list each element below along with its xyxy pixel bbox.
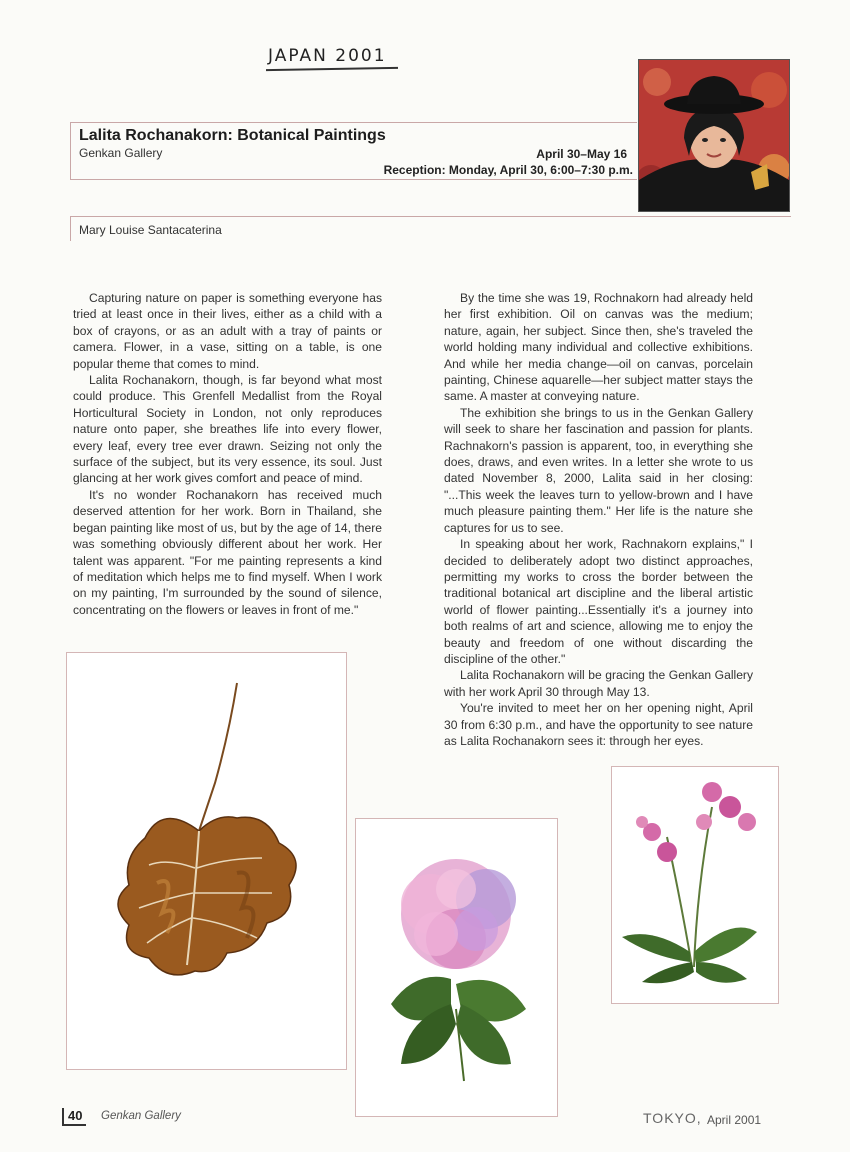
exhibition-dates: April 30–May 16 — [536, 147, 627, 161]
hydrangea-painting-frame — [355, 818, 558, 1117]
byline — [70, 216, 791, 241]
dried-leaf-painting-icon — [67, 653, 346, 1069]
article-column-right — [444, 290, 753, 749]
paragraph: Lalita Rochanakorn will be gracing the Genkan Gallery with her work April 30 through May 13. — [444, 668, 753, 699]
paragraph: Lalita Rochanakorn, though, is far beyond what most could produce. This Grenfell Medallist from the Royal Horticultural Society in London, not only reproduces nature onto paper, she breathes life into every flower, every leaf, every tree ever drawn. Seizing not only the surface of the subject, but its very essence, its soul. Just glancing at her work gives comfort and peace of mind. — [73, 373, 382, 486]
orchid-painting-frame — [611, 766, 779, 1004]
paragraph: Capturing nature on paper is something everyone has tried at least once in their lives, either as a child with a box of crayons, or as an adult with a tray of paints or camera. Flower, in a vase, sitting on a table, is one popular theme that comes to mind. — [73, 291, 382, 371]
paragraph: The exhibition she brings to us in the Genkan Gallery will seek to share her fascination and passion for plants. Rachnakorn's passion is apparent, too, in everything she does, draws, and even writes. In a letter she wrote to us dated November 8, 2000, Lalita said in her closing: "...This week the leaves turn to yellow-brown and I have much pleasure painting them." Her life is the nature she captures for us to see. — [444, 405, 753, 535]
exhibition-header — [70, 122, 637, 180]
footer-date: April 2001 — [707, 1113, 762, 1127]
orchid-painting-icon — [612, 767, 778, 1003]
gallery-name: Genkan Gallery — [79, 146, 163, 160]
reception-info: Reception: Monday, April 30, 6:00–7:30 p.m. — [383, 163, 633, 177]
portrait-photo — [638, 59, 790, 212]
handwritten-underline — [266, 67, 398, 71]
portrait-photo-icon — [639, 60, 789, 211]
author-name: Mary Louise Santacaterina — [79, 223, 222, 237]
leaf-painting-frame — [66, 652, 347, 1070]
paragraph: In speaking about her work, Rachnakorn explains," I decided to deliberately adopt two distinct approaches, permitting my works to cross the border between the traditional botanical art discipline and the liberal artistic world of flower painting...Essentially it's a journey into both realms of art and science, allowing me to enjoy the beauty and freedom of one without discarding the discipline of the other." — [444, 537, 753, 666]
paragraph: It's no wonder Rochanakorn has received much deserved attention for her work. Born in Thailand, she began painting like most of us, but by the age of 14, there was something obviously different about her work. Her talent was apparent. "For me painting represents a kind of meditation which helps me to find myself. When I work on my painting, I'm surrounded by the sound of silence, concentrating on the flowers or leaves in front of me." — [73, 487, 382, 617]
footer-city: TOKYO, — [643, 1110, 702, 1126]
paragraph: You're invited to meet her on her opening night, April 30 from 6:30 p.m., and have the opportunity to see nature as Lalita Rochanakorn sees it: through her eyes. — [444, 701, 753, 748]
paragraph: By the time she was 19, Rochnakorn had already held her first exhibition. Oil on canvas was the medium; nature, again, her subject. Since then, she's traveled the world holding many individual and collective exhibitions. And while her media change—oil on canvas, porcelain painting, Chinese aquarelle—her subject matter stays the same. A master at conveying nature. — [444, 291, 753, 404]
handwritten-note: JAPAN 2001 — [268, 46, 387, 66]
footer-gallery: Genkan Gallery — [101, 1110, 181, 1122]
article-column-left — [73, 290, 382, 618]
hydrangea-painting-icon — [356, 819, 557, 1116]
page-number: 40 — [62, 1108, 86, 1126]
article-title: Lalita Rochanakorn: Botanical Paintings — [79, 127, 386, 144]
